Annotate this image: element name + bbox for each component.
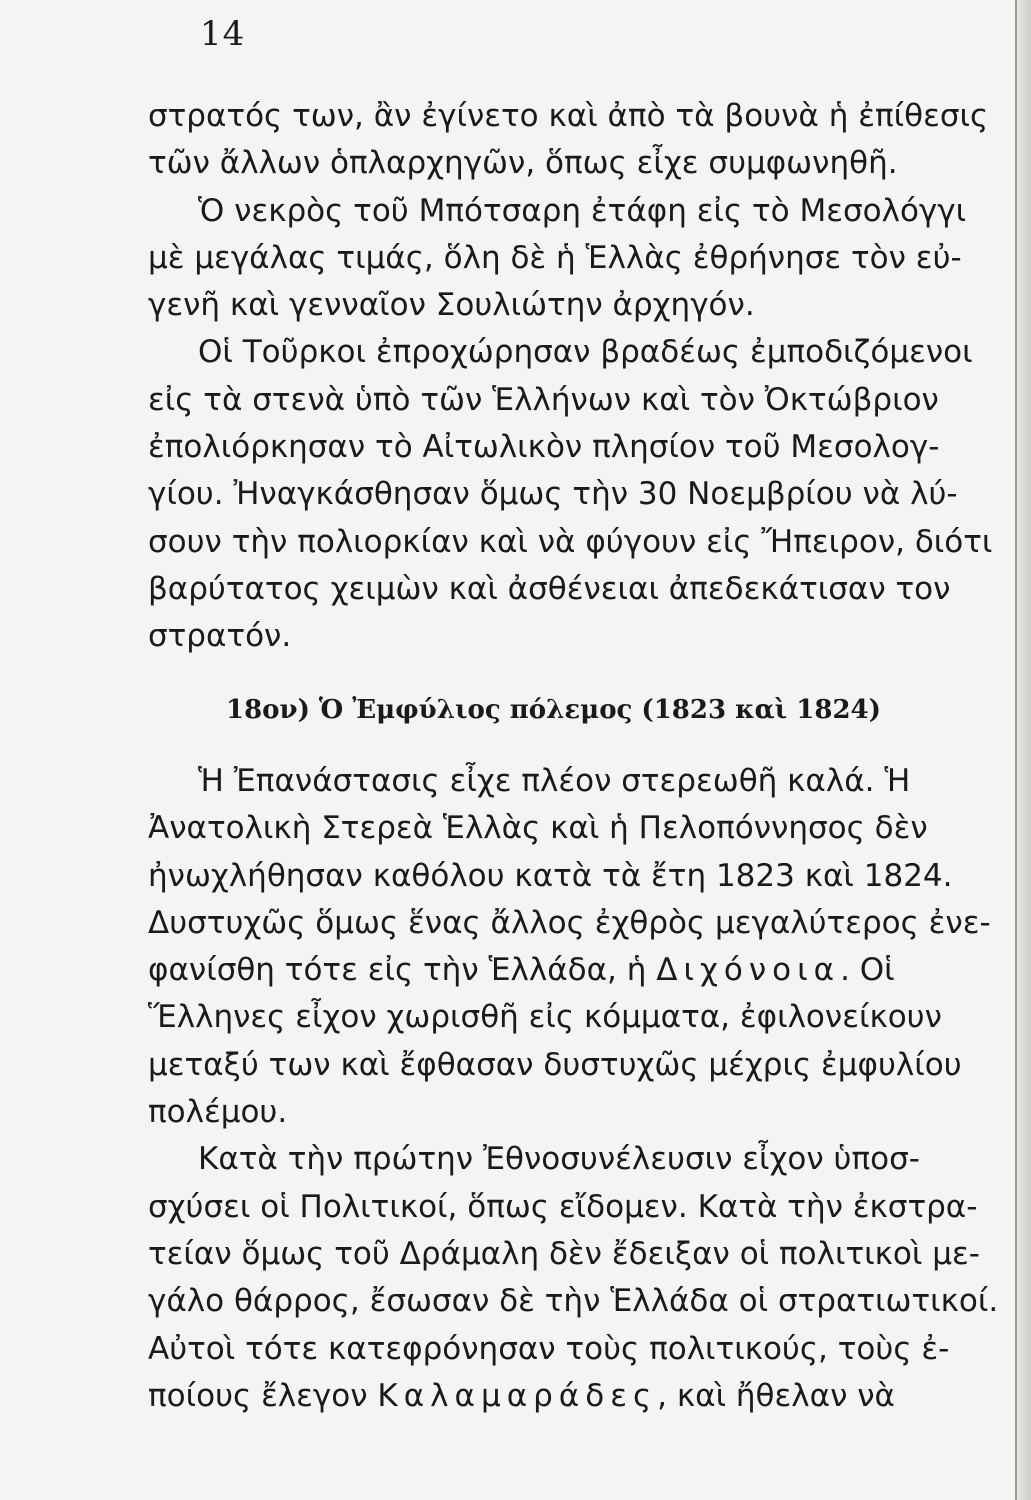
paragraph (148, 1136, 1010, 1420)
text-line: εἰς τὰ στενὰ ὑπὸ τῶν Ἑλλήνων καὶ τὸν Ὀκτώβριον (148, 381, 939, 418)
text-line: Αὐτοὶ τότε κατεφρόνησαν τοὺς πολιτικούς, τοὺς ἐ- (148, 1330, 950, 1367)
text-line: Δυστυχῶς ὅμως ἕνας ἄλλος ἐχθρὸς μεγαλύτερος ἐνε- (148, 904, 991, 941)
paragraph (148, 93, 1010, 188)
section-botsaris-death (148, 93, 1010, 661)
text-line: μεταξύ των καὶ ἔφθασαν δυστυχῶς μέχρις ἐμφυλίου (148, 1046, 962, 1083)
text-run: ποίους ἔλεγον (148, 1377, 368, 1414)
text-line: τῶν ἄλλων ὁπλαρχηγῶν, ὅπως εἶχε συμφωνηθῆ. (148, 145, 898, 182)
text-line: Ἀνατολικὴ Στερεὰ Ἑλλὰς καὶ ἡ Πελοπόννησος δὲν (148, 810, 928, 847)
text-run: . Οἱ (840, 952, 895, 989)
text-line: Ἡ Ἐπανάστασις εἶχε πλέον στερεωθῆ καλά. Ἡ (198, 763, 911, 799)
paragraph (148, 188, 1010, 330)
text-run: , καὶ ἤθελαν νὰ (657, 1377, 895, 1414)
section-civil-war (148, 758, 1010, 1420)
text-line: Ὁ νεκρὸς τοῦ Μπότσαρη ἐτάφη εἰς τὸ Μεσολόγγι (198, 192, 967, 229)
text-line: τείαν ὅμως τοῦ Δράμαλη δὲν ἔδειξαν οἱ πολιτικοὶ με- (148, 1235, 980, 1272)
text-line: Ἕλληνες εἶχον χωρισθῆ εἰς κόμματα, ἐφιλονείκουν (148, 999, 942, 1036)
page-edge (1015, 0, 1031, 1500)
paragraph (148, 329, 1010, 660)
text-line: στρατόν. (148, 618, 292, 655)
text-line: βαρύτατος χειμὼν καὶ ἀσθένειαι ἀπεδεκάτισαν τον (148, 570, 951, 607)
text-line (148, 947, 1010, 994)
text-line (148, 1373, 1010, 1420)
emphasis-kalamarades: Καλαμαράδες (377, 1377, 658, 1414)
text-line: πολέμου. (148, 1094, 288, 1131)
text-line: μὲ μεγάλας τιμάς, ὅλη δὲ ἡ Ἑλλὰς ἐθρήνησε τὸν εὐ- (148, 239, 962, 276)
text-run: φανίσθη τότε εἰς τὴν Ἑλλάδα, ἡ (148, 952, 647, 989)
paragraph (148, 758, 1010, 1136)
text-line: σουν τὴν πολιορκίαν καὶ νὰ φύγουν εἰς Ἤπειρον, διότι (148, 523, 993, 560)
text-line: Κατὰ τὴν πρώτην Ἐθνοσυνέλευσιν εἶχον ὑποσ- (198, 1141, 920, 1178)
text-line: ἐπολιόρκησαν τὸ Αἰτωλικὸν πλησίον τοῦ Μεσολογ- (148, 429, 940, 466)
text-line: ἠνωχλήθησαν καθόλου κατὰ τὰ ἔτη 1823 καὶ 1824. (148, 857, 953, 894)
text-line: γενῆ καὶ γενναῖον Σουλιώτην ἀρχηγόν. (148, 287, 755, 324)
text-line: σχύσει οἱ Πολιτικοί, ὅπως εἴδομεν. Κατὰ τὴν ἐκστρα- (148, 1188, 978, 1225)
text-line: γίου. Ἠναγκάσθησαν ὅμως τὴν 30 Νοεμβρίου νὰ λύ- (148, 476, 958, 513)
text-line: Οἱ Τοῦρκοι ἐπροχώρησαν βραδέως ἐμποδιζόμενοι (198, 334, 973, 371)
text-line: γάλο θάρρος, ἔσωσαν δὲ τὴν Ἑλλάδα οἱ στρατιωτικοί. (148, 1283, 999, 1320)
emphasis-dichonoia: Διχόνοια (656, 952, 841, 989)
section-heading: 18ον) Ὁ Ἐμφύλιος πόλεμος (1823 καὶ 1824) (226, 695, 881, 725)
page-number: 14 (200, 14, 246, 54)
text-line: στρατός των, ἂν ἐγίνετο καὶ ἀπὸ τὰ βουνὰ ἡ ἐπίθεσις (148, 98, 989, 134)
